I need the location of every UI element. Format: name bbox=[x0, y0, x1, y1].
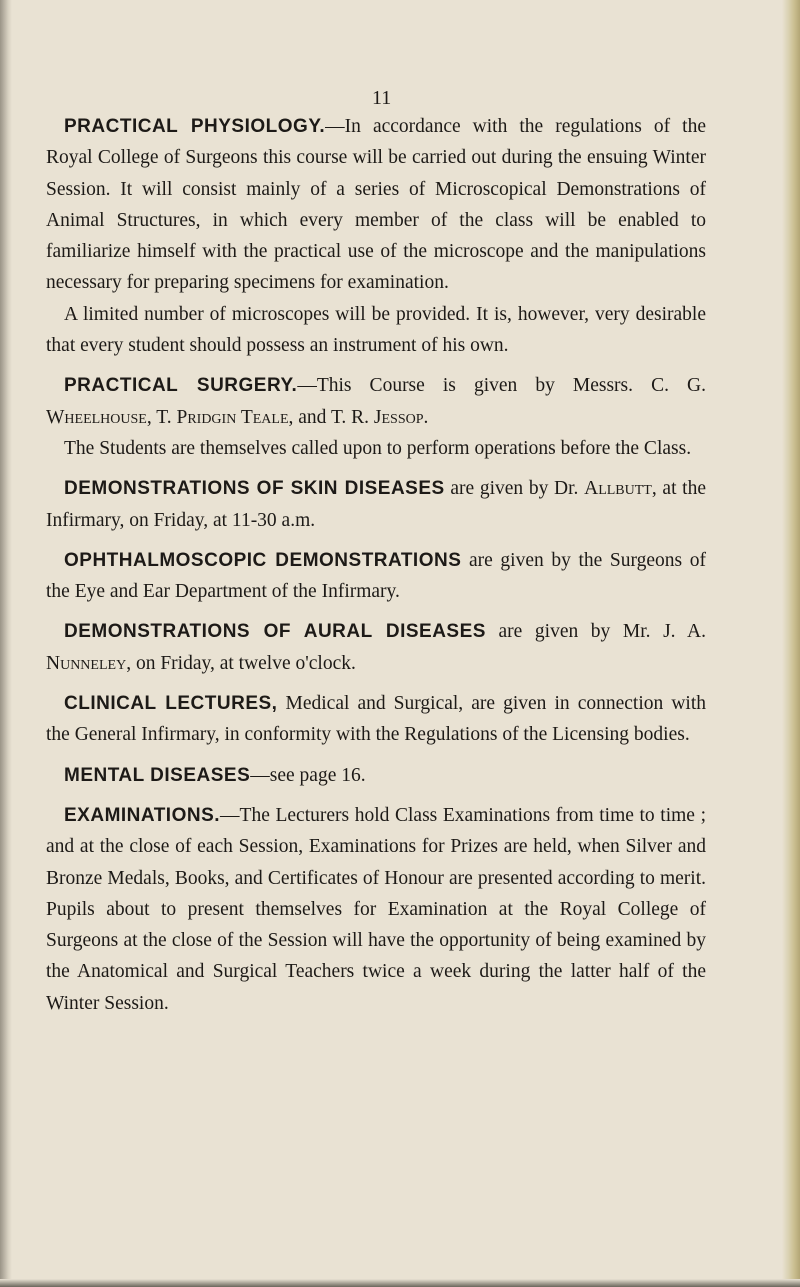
section-practical-physiology bbox=[46, 111, 706, 299]
section-text: are given by Mr. J. A. bbox=[485, 621, 707, 643]
page-number: 11 bbox=[372, 87, 392, 109]
section-heading: CLINICAL LECTURES, bbox=[64, 693, 278, 715]
section-practical-surgery bbox=[46, 370, 706, 433]
section-text: , at the Infirmary, on Friday, at 11-30 a.m. bbox=[46, 478, 706, 531]
section-text: , and T. R. bbox=[288, 406, 374, 428]
section-text: The Students are themselves called upon to perform operations before the Class. bbox=[64, 437, 692, 459]
paragraph-operations bbox=[46, 433, 706, 464]
section-mental-diseases bbox=[46, 760, 706, 791]
section-skin-diseases bbox=[46, 473, 706, 536]
section-text: Medical and Surgical, are given in connection with the General Infirmary, in conformity with the Regulations of the Licensing bodies. bbox=[46, 693, 706, 746]
section-heading: PRACTICAL PHYSIOLOGY. bbox=[64, 116, 326, 137]
section-heading: DEMONSTRATIONS OF SKIN DISEASES bbox=[64, 478, 445, 500]
section-aural-diseases bbox=[46, 616, 706, 679]
section-heading: EXAMINATIONS. bbox=[64, 804, 221, 826]
section-text: —This Course is given by Messrs. C. G. bbox=[297, 375, 706, 397]
section-text: are given by the Surgeons of the Eye and Ear Department of the Infirmary. bbox=[46, 549, 706, 603]
person-name: Allbutt bbox=[584, 478, 652, 500]
page-bottom-edge bbox=[0, 1279, 800, 1287]
person-name: Wheelhouse bbox=[46, 406, 147, 428]
section-clinical-lectures bbox=[46, 688, 706, 751]
section-ophthalmoscopic bbox=[46, 545, 706, 608]
page-left-shadow bbox=[0, 0, 12, 1287]
person-name: Nunneley bbox=[46, 652, 127, 674]
page-right-edge bbox=[782, 0, 800, 1287]
section-examinations bbox=[46, 800, 706, 1019]
section-text: . bbox=[423, 406, 429, 428]
section-text: , on Friday, at twelve o'clock. bbox=[126, 652, 356, 674]
section-text: A limited number of microscopes will be provided. It is, however, very desirable that every student should possess an instrument of his own. bbox=[46, 303, 706, 357]
section-text: , T. bbox=[146, 406, 177, 428]
section-text: —see page 16. bbox=[250, 764, 366, 786]
section-text: —In accordance with the regulations of the Royal College of Surgeons this course will be carried out during the ensuing Winter Session. It will consist mainly of a series of Microscopical Demonstrations of Animal Structures, in which every member of the class will be enabled to familiarize himself with the practical use of the microscope and the manipulations necessary for preparing specimens for examination. bbox=[46, 116, 706, 294]
document-body bbox=[46, 111, 706, 1019]
section-heading: MENTAL DISEASES bbox=[64, 764, 251, 786]
paragraph-microscopes bbox=[46, 299, 706, 362]
section-heading: PRACTICAL SURGERY. bbox=[64, 375, 298, 397]
person-name: Pridgin Teale bbox=[176, 406, 289, 428]
section-text: —The Lecturers hold Class Examinations from time to time ; and at the close of each Session, Examinations for Prizes are held, when Silver and Bronze Medals, Books, and Certificates of Honour are presented according to merit. Pupils about to present themselves for Examination at the Royal College of Surgeons at the close of the Session will have the opportunity of being examined by the Anatomical and Surgical Teachers twice a week during the latter half of the Winter Session. bbox=[46, 804, 706, 1014]
person-name: Jessop bbox=[373, 406, 424, 428]
section-heading: DEMONSTRATIONS OF AURAL DISEASES bbox=[64, 621, 486, 643]
section-heading: OPHTHALMOSCOPIC DEMONSTRATIONS bbox=[64, 549, 462, 571]
section-text: are given by Dr. bbox=[444, 478, 585, 500]
